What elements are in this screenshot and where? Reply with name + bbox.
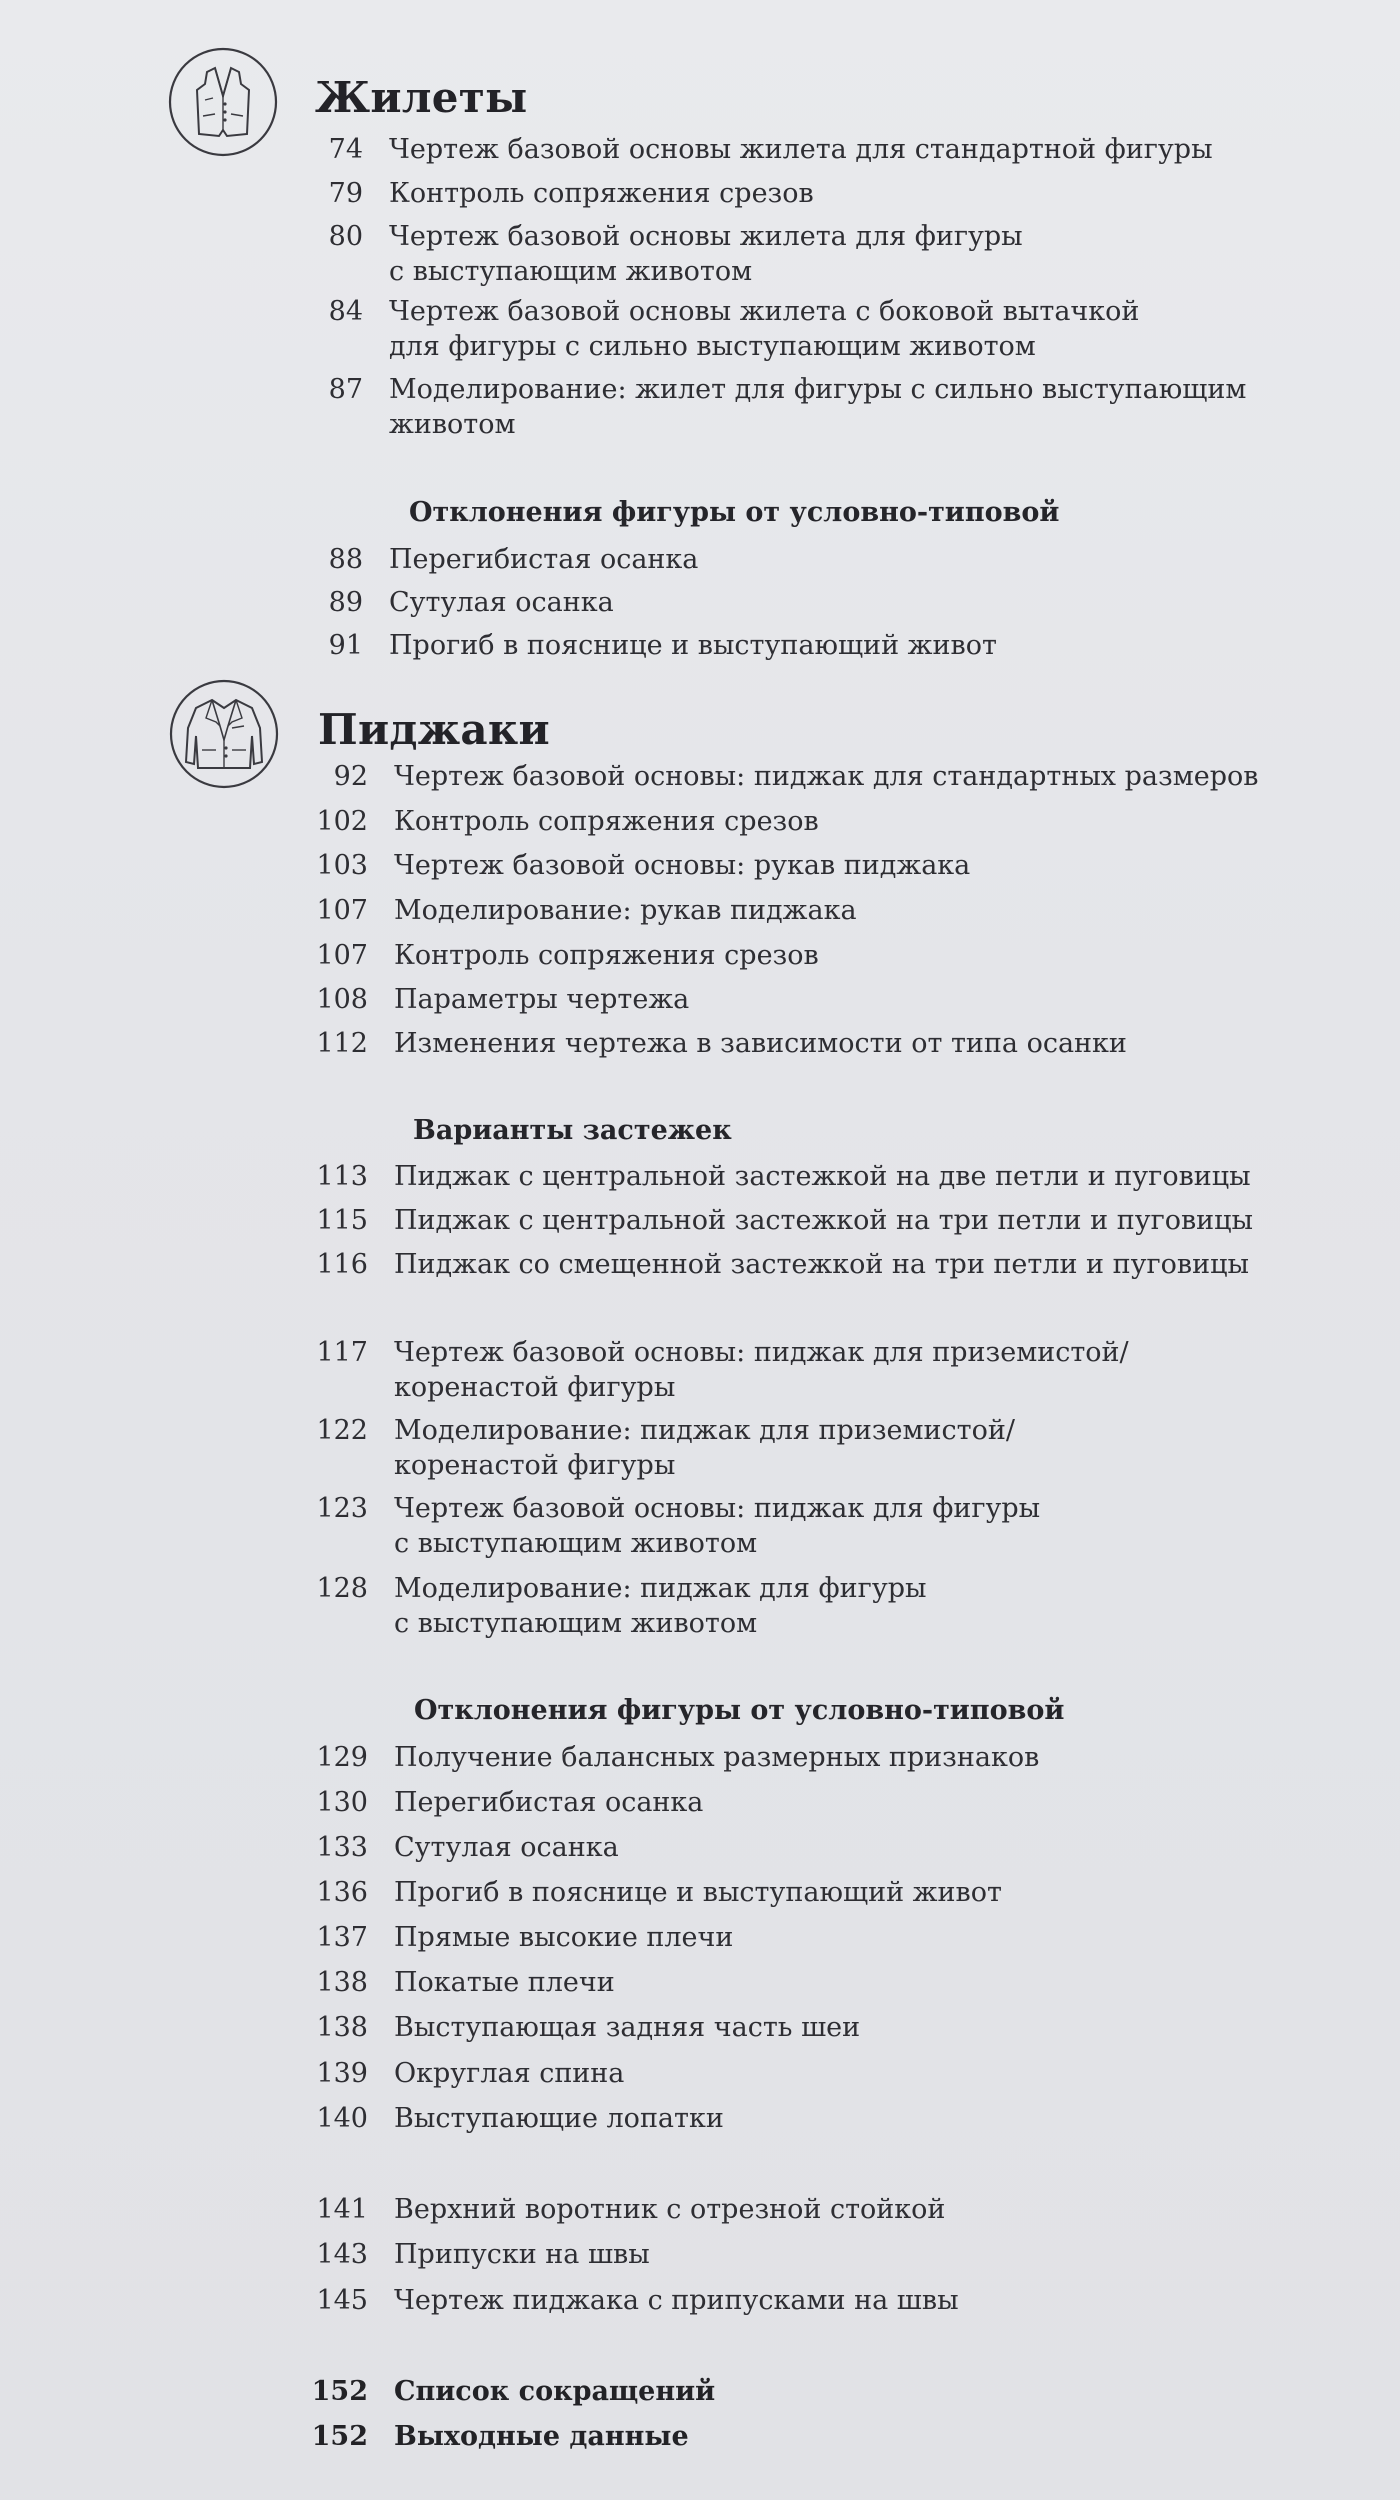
entry-title: Покатые плечи — [394, 1967, 615, 1998]
toc-entry — [285, 586, 1285, 620]
entry-title-continued: с выступающим животом — [394, 1528, 758, 1559]
entry-title: Припуски на швы — [394, 2239, 650, 2270]
toc-entry — [290, 1248, 1290, 1282]
page-number: 87 — [328, 374, 363, 405]
toc-entry — [290, 1204, 1290, 1238]
page-number: 116 — [316, 1249, 368, 1280]
page-number: 112 — [316, 1028, 368, 1059]
entry-title: Моделирование: жилет для фигуры с сильно выступающим — [389, 374, 1247, 405]
entry-title: Перегибистая осанка — [394, 1787, 704, 1818]
toc-entry — [285, 295, 1285, 365]
toc-entry — [290, 2420, 1290, 2454]
toc-entry — [290, 2011, 1290, 2045]
page-number: 80 — [328, 221, 363, 252]
entry-title: Перегибистая осанка — [389, 544, 699, 575]
entry-title: Контроль сопряжения срезов — [394, 806, 819, 837]
vest-icon — [167, 46, 279, 158]
toc-entry — [285, 629, 1285, 663]
toc-entry — [290, 760, 1290, 794]
page-number: 108 — [316, 984, 368, 1015]
entry-title-continued: коренастой фигуры — [394, 1372, 676, 1403]
toc-entry — [290, 1876, 1290, 1910]
entry-title: Пиджак с центральной застежкой на две петли и пуговицы — [394, 1161, 1251, 1192]
toc-entry — [290, 894, 1290, 928]
page-number: 143 — [316, 2239, 368, 2270]
entry-title: Моделирование: пиджак для приземистой/ — [394, 1415, 1015, 1446]
entry-title: Получение балансных размерных признаков — [394, 1742, 1040, 1773]
section-title-vests: Жилеты — [315, 73, 528, 122]
toc-entry — [285, 220, 1285, 290]
page-number: 113 — [316, 1161, 368, 1192]
toc-entry — [290, 2284, 1290, 2318]
entry-title: Чертеж базовой основы жилета для фигуры — [389, 221, 1023, 252]
entry-title: Контроль сопряжения срезов — [394, 940, 819, 971]
page-number: 89 — [328, 587, 363, 618]
subsection-heading: Варианты застежек — [413, 1115, 732, 1146]
subsection-heading: Отклонения фигуры от условно-типовой — [414, 1695, 1065, 1726]
page-number: 92 — [333, 761, 368, 792]
toc-entry — [285, 133, 1285, 167]
page-number: 139 — [316, 2058, 368, 2089]
subsection-heading: Отклонения фигуры от условно-типовой — [409, 497, 1060, 528]
toc-entry — [290, 1831, 1290, 1865]
entry-title: Чертеж базовой основы: рукав пиджака — [394, 850, 971, 881]
page-number: 128 — [316, 1573, 368, 1604]
toc-entry — [290, 1492, 1290, 1562]
page-number: 152 — [311, 2421, 368, 2452]
entry-title: Выступающие лопатки — [394, 2103, 724, 2134]
entry-title: Чертеж базовой основы жилета для стандартной фигуры — [389, 134, 1213, 165]
toc-entry — [290, 805, 1290, 839]
entry-title: Верхний воротник с отрезной стойкой — [394, 2194, 946, 2225]
toc-entry — [290, 2238, 1290, 2272]
entry-title: Чертеж базовой основы жилета с боковой вытачкой — [389, 296, 1140, 327]
page-number: 129 — [316, 1742, 368, 1773]
jacket-icon — [168, 678, 280, 790]
page-number: 84 — [328, 296, 363, 327]
entry-title: Моделирование: рукав пиджака — [394, 895, 857, 926]
page-number: 74 — [328, 134, 363, 165]
toc-entry — [285, 543, 1285, 577]
entry-title: Пиджак с центральной застежкой на три петли и пуговицы — [394, 1205, 1254, 1236]
toc-entry — [290, 1786, 1290, 1820]
page-number: 145 — [316, 2285, 368, 2316]
toc-entry — [290, 1027, 1290, 1061]
page-number: 107 — [316, 895, 368, 926]
entry-title-continued: для фигуры с сильно выступающим животом — [389, 331, 1036, 362]
toc-entry — [290, 2057, 1290, 2091]
toc-entry — [285, 177, 1285, 211]
page-number: 122 — [316, 1415, 368, 1446]
page-number: 137 — [316, 1922, 368, 1953]
entry-title: Прогиб в пояснице и выступающий живот — [394, 1877, 1002, 1908]
page-number: 152 — [311, 2376, 368, 2407]
page-number: 117 — [316, 1337, 368, 1368]
entry-title: Чертеж базовой основы: пиджак для фигуры — [394, 1493, 1041, 1524]
page-number: 133 — [316, 1832, 368, 1863]
page-number: 115 — [316, 1205, 368, 1236]
page-number: 123 — [316, 1493, 368, 1524]
toc-entry — [290, 2193, 1290, 2227]
toc-entry — [290, 1741, 1290, 1775]
page-number: 103 — [316, 850, 368, 881]
page-number: 107 — [316, 940, 368, 971]
entry-title: Параметры чертежа — [394, 984, 690, 1015]
entry-title-continued: с выступающим животом — [389, 256, 753, 287]
toc-entry — [285, 373, 1285, 443]
entry-title: Округлая спина — [394, 2058, 625, 2089]
toc-entry — [290, 1921, 1290, 1955]
toc-entry — [290, 849, 1290, 883]
entry-title: Пиджак со смещенной застежкой на три петли и пуговицы — [394, 1249, 1249, 1280]
page-number: 138 — [316, 1967, 368, 1998]
entry-title: Прогиб в пояснице и выступающий живот — [389, 630, 997, 661]
toc-entry — [290, 1336, 1290, 1406]
entry-title-continued: с выступающим животом — [394, 1608, 758, 1639]
entry-title: Чертеж базовой основы: пиджак для стандартных размеров — [394, 761, 1259, 792]
page-number: 138 — [316, 2012, 368, 2043]
page-number: 136 — [316, 1877, 368, 1908]
entry-title: Моделирование: пиджак для фигуры — [394, 1573, 927, 1604]
entry-title: Чертеж базовой основы: пиджак для приземистой/ — [394, 1337, 1129, 1368]
entry-title: Прямые высокие плечи — [394, 1922, 734, 1953]
toc-entry — [290, 1572, 1290, 1642]
entry-title-continued: коренастой фигуры — [394, 1450, 676, 1481]
entry-title: Выходные данные — [394, 2421, 689, 2452]
entry-title: Сутулая осанка — [394, 1832, 619, 1863]
page-number: 141 — [316, 2194, 368, 2225]
entry-title: Выступающая задняя часть шеи — [394, 2012, 861, 2043]
section-title-jackets: Пиджаки — [318, 705, 551, 754]
toc-entry — [290, 1160, 1290, 1194]
page-number: 102 — [316, 806, 368, 837]
entry-title: Изменения чертежа в зависимости от типа осанки — [394, 1028, 1127, 1059]
entry-title: Чертеж пиджака с припусками на швы — [394, 2285, 959, 2316]
entry-title: Сутулая осанка — [389, 587, 614, 618]
page-number: 91 — [328, 630, 363, 661]
page-number: 88 — [328, 544, 363, 575]
toc-entry — [290, 2375, 1290, 2409]
toc-entry — [290, 939, 1290, 973]
entry-title: Список сокращений — [394, 2376, 716, 2407]
entry-title: Контроль сопряжения срезов — [389, 178, 814, 209]
toc-entry — [290, 2102, 1290, 2136]
entry-title-continued: животом — [389, 409, 516, 440]
page-number: 79 — [328, 178, 363, 209]
page-number: 130 — [316, 1787, 368, 1818]
page-number: 140 — [316, 2103, 368, 2134]
toc-entry — [290, 983, 1290, 1017]
toc-entry — [290, 1966, 1290, 2000]
toc-entry — [290, 1414, 1290, 1484]
